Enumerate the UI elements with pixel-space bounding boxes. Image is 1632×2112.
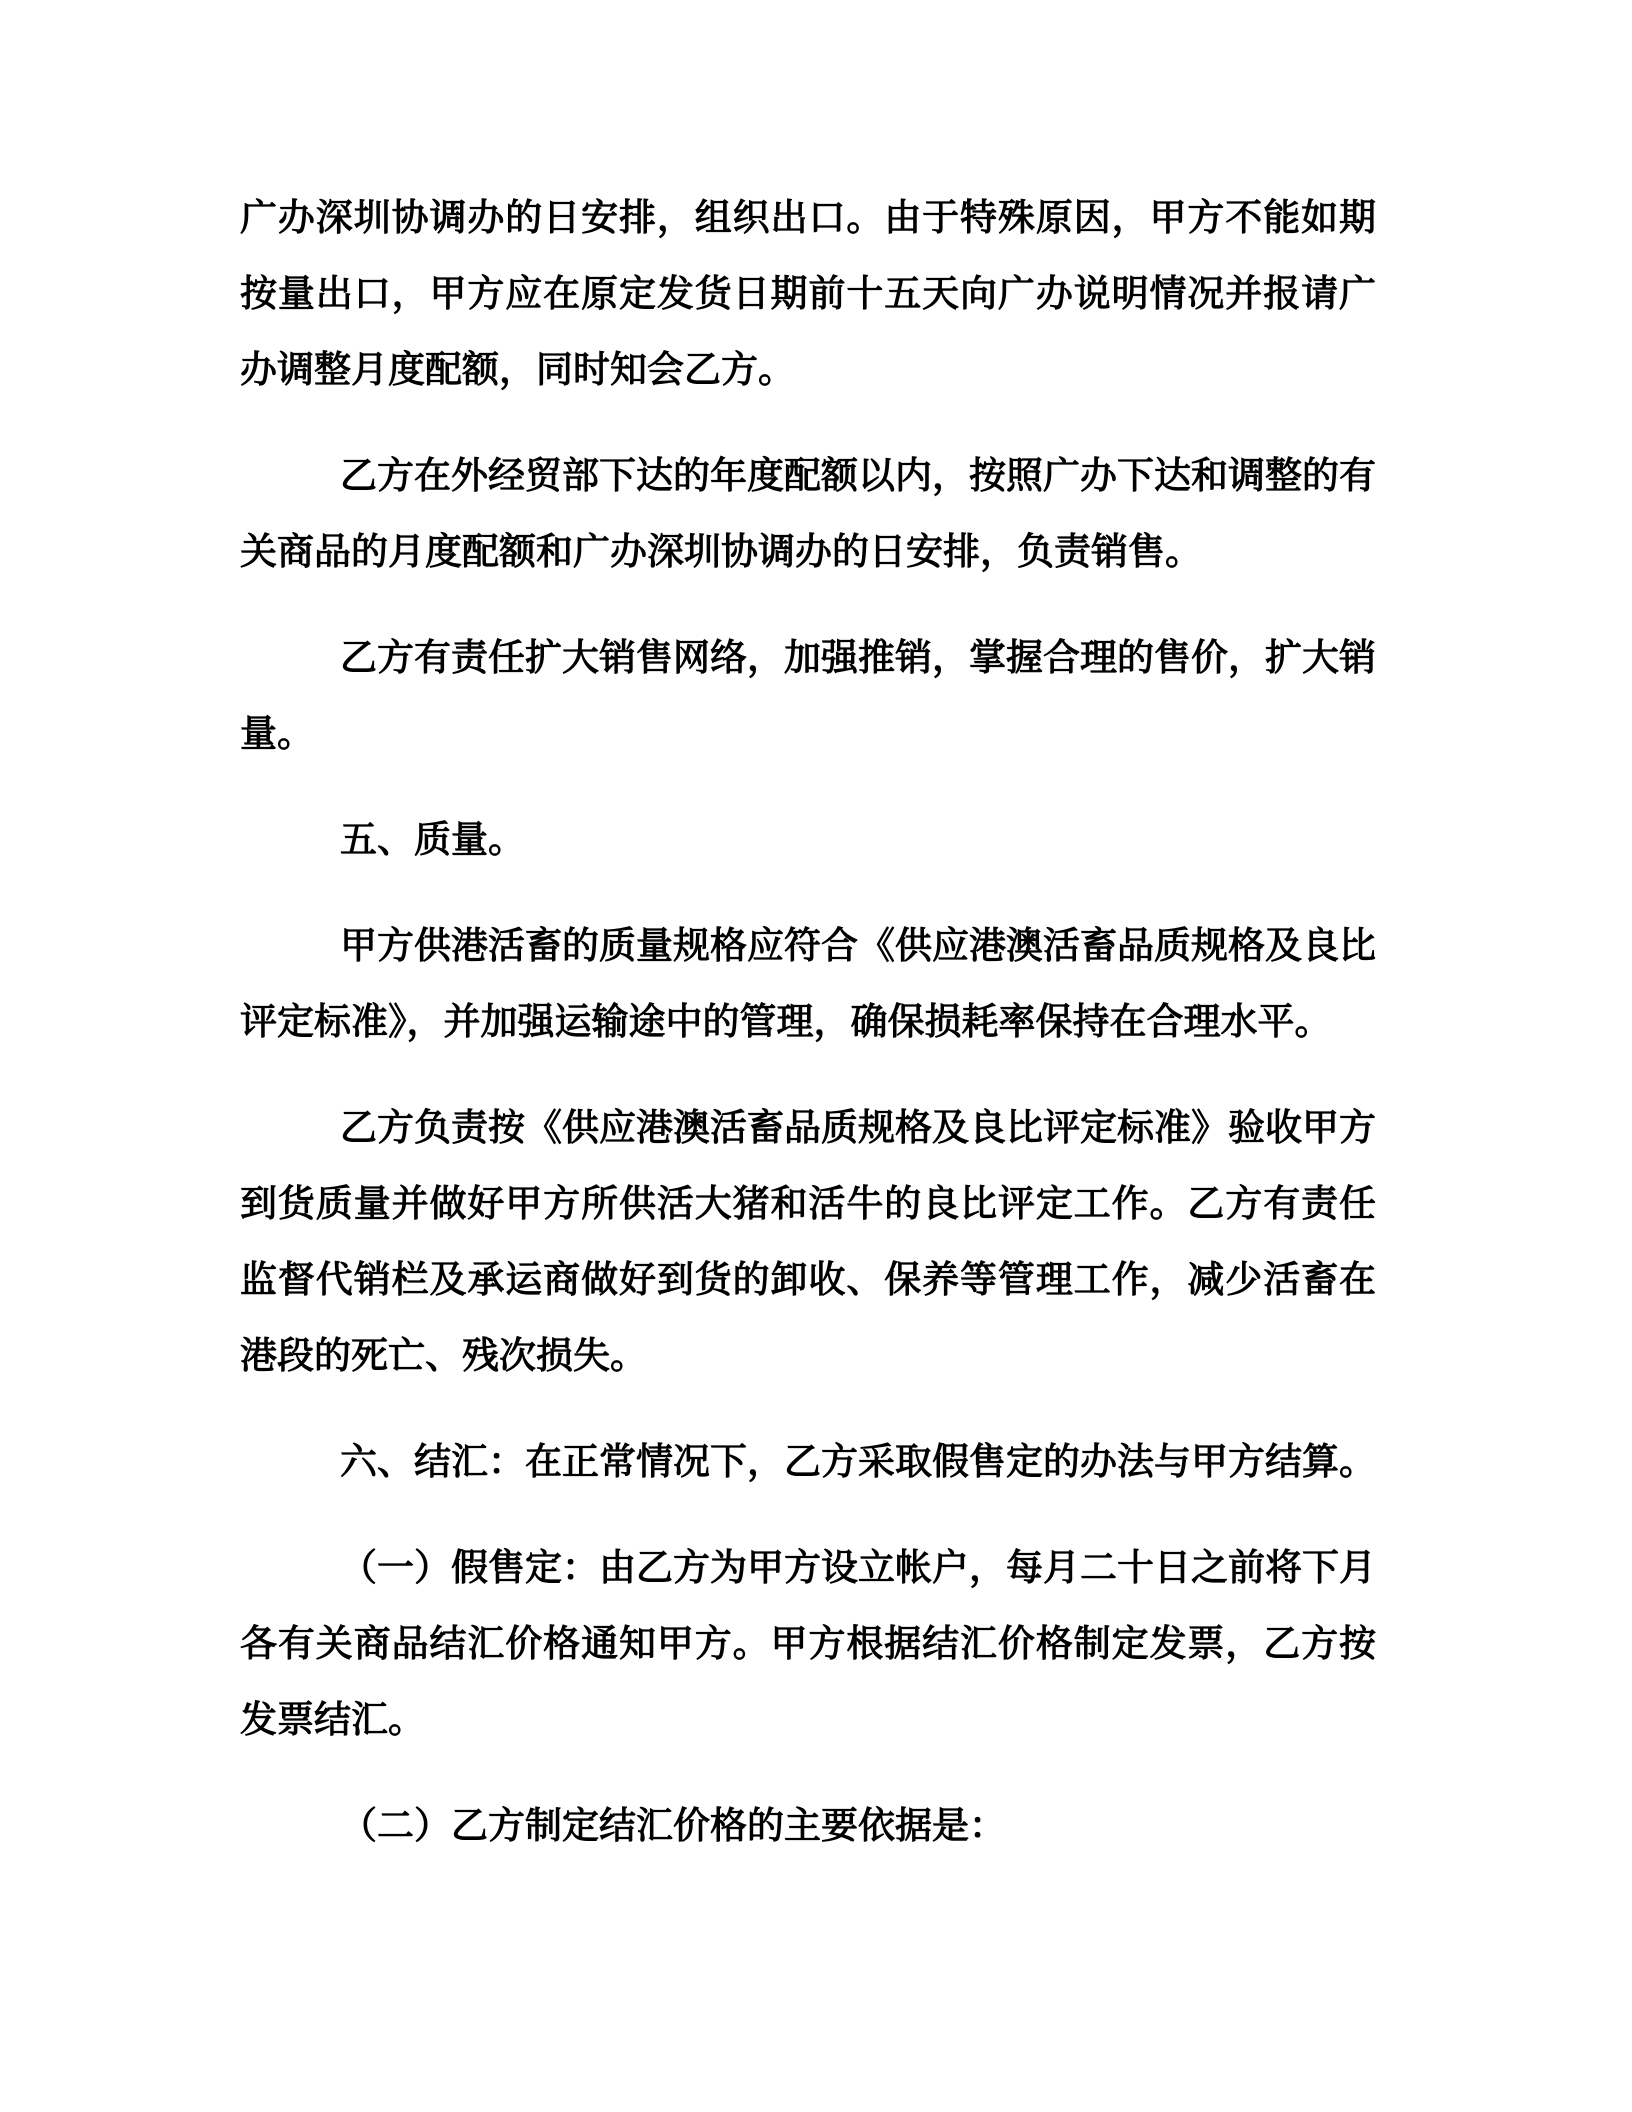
paragraph: 乙方负责按《供应港澳活畜品质规格及良比评定标准》验收甲方到货质量并做好甲方所供活大猪和活牛的良比评定工作。乙方有责任监督代销栏及承运商做好到货的卸收、保养等管理工作，减少活畜在港段的死亡、残次损失。: [240, 1107, 1376, 1376]
paragraph: 广办深圳协调办的日安排，组织出口。由于特殊原因，甲方不能如期按量出口，甲方应在原定发货日期前十五天向广办说明情况并报请广办调整月度配额，同时知会乙方。: [240, 197, 1376, 390]
paragraph: 五、质量。: [340, 819, 525, 860]
paragraph: 乙方有责任扩大销售网络，加强推销，掌握合理的售价，扩大销量。: [240, 637, 1376, 754]
paragraph: 甲方供港活畜的质量规格应符合《供应港澳活畜品质规格及良比评定标准》，并加强运输途中的管理，确保损耗率保持在合理水平。: [240, 925, 1376, 1042]
paragraph: 乙方在外经贸部下达的年度配额以内，按照广办下达和调整的有关商品的月度配额和广办深圳协调办的日安排，负责销售。: [240, 455, 1376, 572]
paragraph: （二）乙方制定结汇价格的主要依据是：: [340, 1805, 1006, 1846]
contract-text-body: [240, 180, 1376, 1864]
paragraph: （一）假售定：由乙方为甲方设立帐户，每月二十日之前将下月各有关商品结汇价格通知甲方。甲方根据结汇价格制定发票，乙方按发票结汇。: [240, 1547, 1376, 1740]
paragraph: 六、结汇：在正常情况下，乙方采取假售定的办法与甲方结算。: [340, 1441, 1376, 1482]
